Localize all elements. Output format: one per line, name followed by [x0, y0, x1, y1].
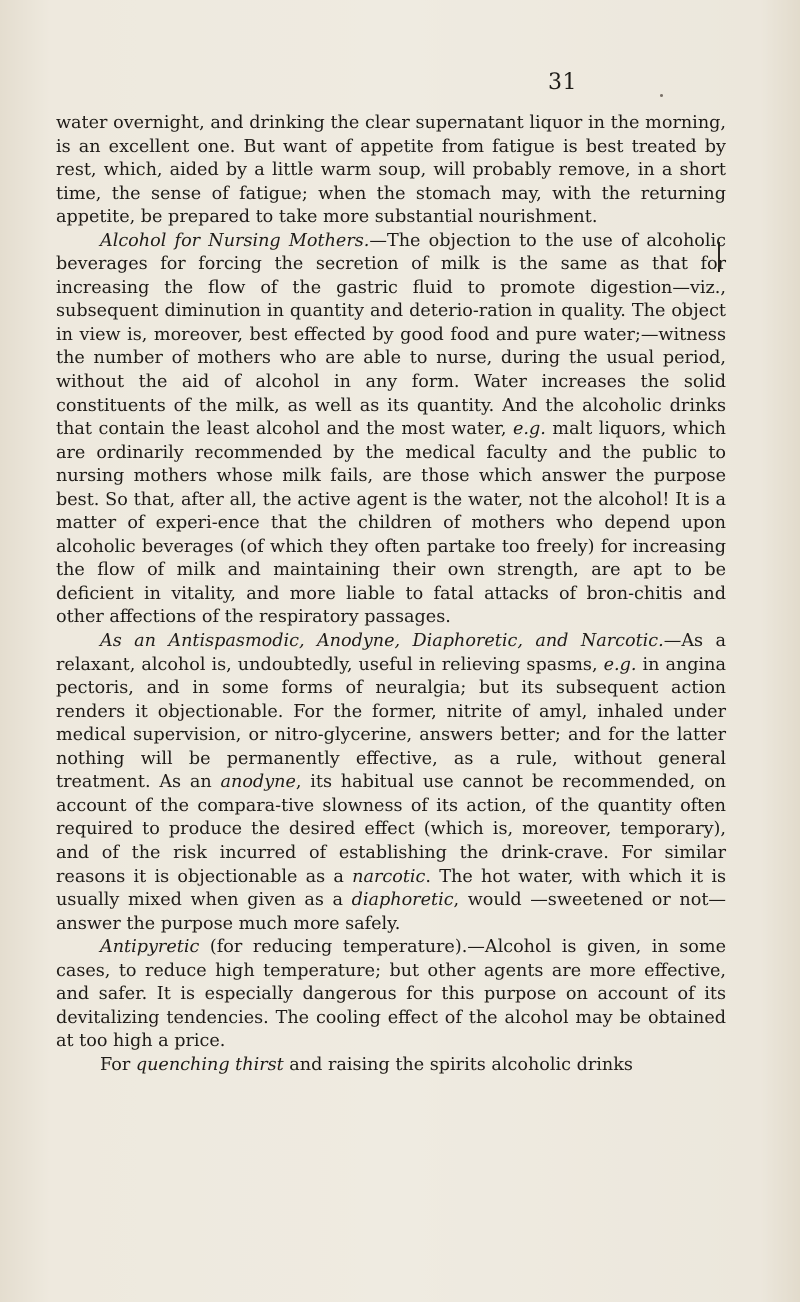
text-run: , its habitual use cannot be recommended, on account of the compara-tive slowness of its action, of the quantity often required to produce the desired effect (which is, moreover, temporary), and of the risk incurred of establishing the drink-crave. For similar reasons it is objectionable as a	[56, 772, 726, 887]
paragraph	[56, 1054, 726, 1078]
text-run: malt liquors, which are ordinarily recommended by the medical faculty and the public to nursing mothers whose milk fails, are those which answer the purpose best. So that, after all, the active agent is the water, not the alcohol! It is a matter of experi-ence that the children of mothers who depend upon alcoholic beverages (of which they often partake too freely) for increasing the flow of milk and maintaining their own strength, are apt to be deficient in vitality, and more liable to fatal attacks of bron-chitis and other affections of the respiratory passages.	[56, 419, 727, 628]
italic-text: quenching thirst	[135, 1054, 284, 1075]
italic-text: Alcohol for Nursing Mothers.	[100, 230, 370, 251]
text-run: water overnight, and drinking the clear supernatant liquor in the morning, is an excellent one. But want of appetite from fatigue is best treated by rest, which, aided by a little warm soup, will probably remove, in a short time, the sense of fatigue; when the stomach may, with the returning appetite, be prepared to take more substantial nourishment.	[56, 113, 726, 228]
text-run: —The objection to the use of alcoholic beverages for forcing the secretion of milk is the same as that for increasing the flow of the gastric fluid to promote digestion—viz., subsequent diminution in quantity and deterio-ration in quality. The object in view is, moreover, best effected by good food and pure water;—witness the number of mothers who are able to nurse, during the usual period, without the aid of alcohol in any form. Water increases the solid constituents of the milk, as well as its quantity. And the alcoholic drinks that contain the least alcohol and the most water,	[56, 230, 726, 440]
paragraph	[56, 230, 726, 630]
italic-text: As an Antispasmodic, Anodyne, Diaphoretic, and Narcotic.	[100, 631, 664, 652]
italic-text: e.g.	[603, 654, 637, 675]
italic-text: anodyne	[220, 772, 296, 793]
italic-text: diaphoretic	[351, 890, 454, 911]
italic-text: e.g.	[512, 419, 546, 440]
text-run: , would —sweetened or not—answer the purpose much more safely.	[56, 890, 726, 934]
ink-speck	[660, 94, 663, 97]
text-run: (for reducing temperature).—Alcohol is given, in some cases, to reduce high temperature; but other agents are more effective, and safer. It is especially dangerous for this purpose on account of its devitalizing tendencies. The cooling effect of the alcohol may be obtained at too high a price.	[56, 937, 726, 1052]
paragraph	[56, 936, 726, 1054]
italic-text: narcotic	[352, 866, 426, 887]
paragraph	[56, 112, 726, 230]
text-run: For	[100, 1054, 136, 1075]
text-run: in angina pectoris, and in some forms of neuralgia; but its subsequent action renders it objectionable. For the former, nitrite of amyl, inhaled under medical supervision, or nitro-glycerine, answers better; and for the latter nothing will be permanently effective, as a rule, without general treatment. As an	[56, 654, 726, 793]
body-text	[56, 112, 726, 1077]
text-run: and raising the spirits alcoholic drinks	[283, 1054, 633, 1075]
text-run: —As a relaxant, alcohol is, undoubtedly, useful in relieving spasms,	[56, 631, 726, 675]
text-run: . The hot water, with which it is usually mixed when given as a	[56, 866, 726, 911]
paragraph	[56, 630, 726, 936]
page-number: 31	[548, 70, 577, 95]
italic-text: Antipyretic	[100, 937, 200, 958]
